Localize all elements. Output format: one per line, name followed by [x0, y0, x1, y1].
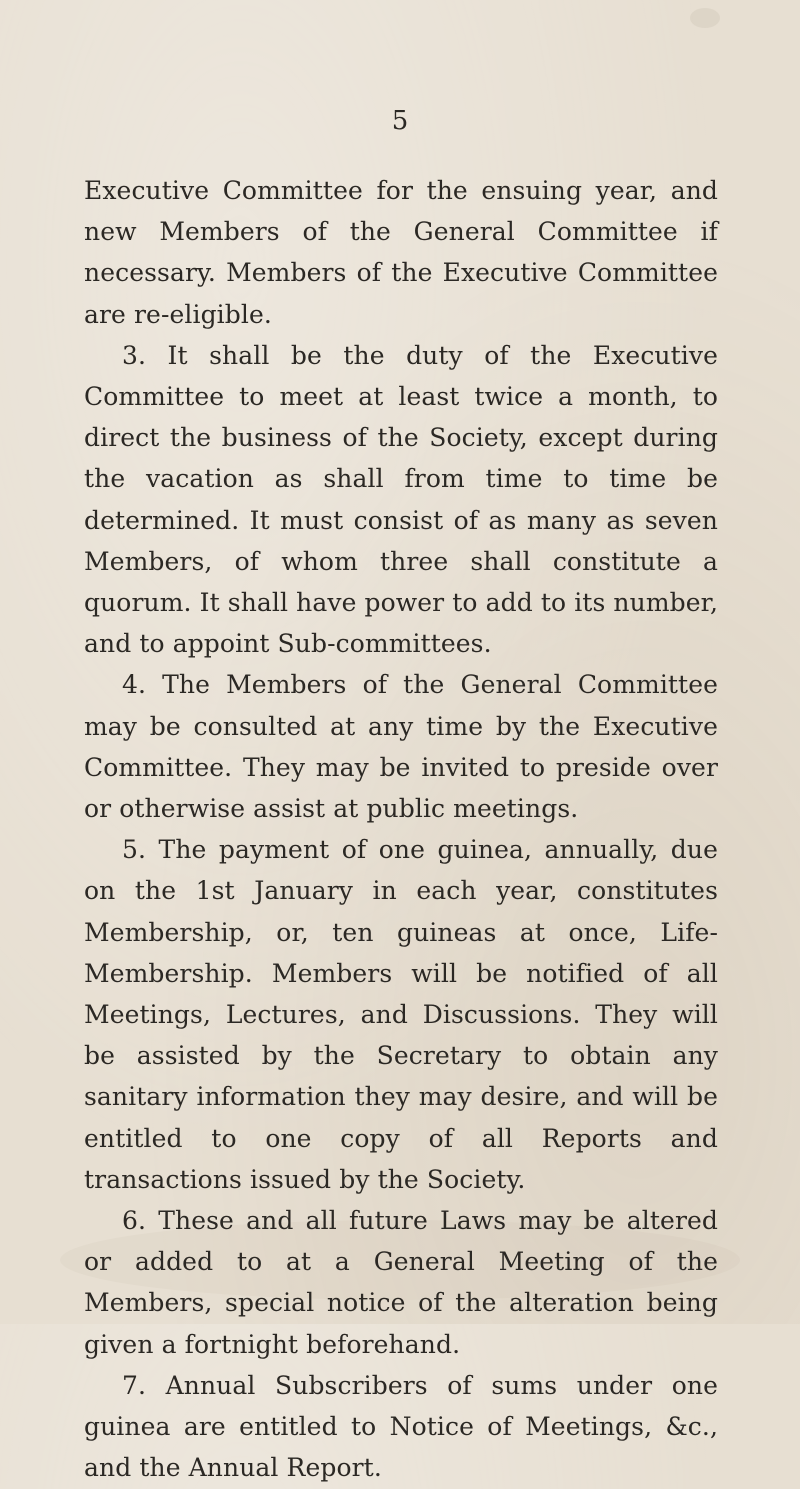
paragraph-rule-5: 5. The payment of one guinea, annually, due on the 1st January in each year, constitutes Membership, or, ten guineas at once, Life-Membership. Members will be notified of all Meetings, Lectures, and Discussions. They will be assisted by the Secretary to obtain any sanitary information they may desire, and will be entitled to one copy of all Reports and transactions issued by the Society. [84, 835, 718, 1194]
paper-blemish [690, 8, 720, 28]
paragraph-rule-6: 6. These and all future Laws may be altered or added to at a General Meeting of the Members, special notice of the alteration being given a fortnight beforehand. [84, 1206, 718, 1359]
paragraph-rule-7: 7. Annual Subscribers of sums under one guinea are entitled to Notice of Meetings, &c., and the Annual Report. [84, 1370, 718, 1483]
paragraph-continuation: Executive Committee for the ensuing year, and new Members of the General Committee if necessary. Members of the Executive Committee are re-eligible. [84, 176, 718, 329]
page-number: 5 [391, 106, 409, 136]
paragraph-rule-3: 3. It shall be the duty of the Executive Committee to meet at least twice a month, to direct the business of the Society, except during the vacation as shall from time to time be determined. It must consist of as many as seven Members, of whom three shall constitute a quorum. It shall have power to add to its number, and to appoint Sub-committees. [84, 340, 718, 659]
paragraph-rule-4: 4. The Members of the General Committee may be consulted at any time by the Executive Committee. They may be invited to preside over or otherwise assist at public meetings. [84, 670, 718, 824]
body-text [84, 170, 718, 1489]
